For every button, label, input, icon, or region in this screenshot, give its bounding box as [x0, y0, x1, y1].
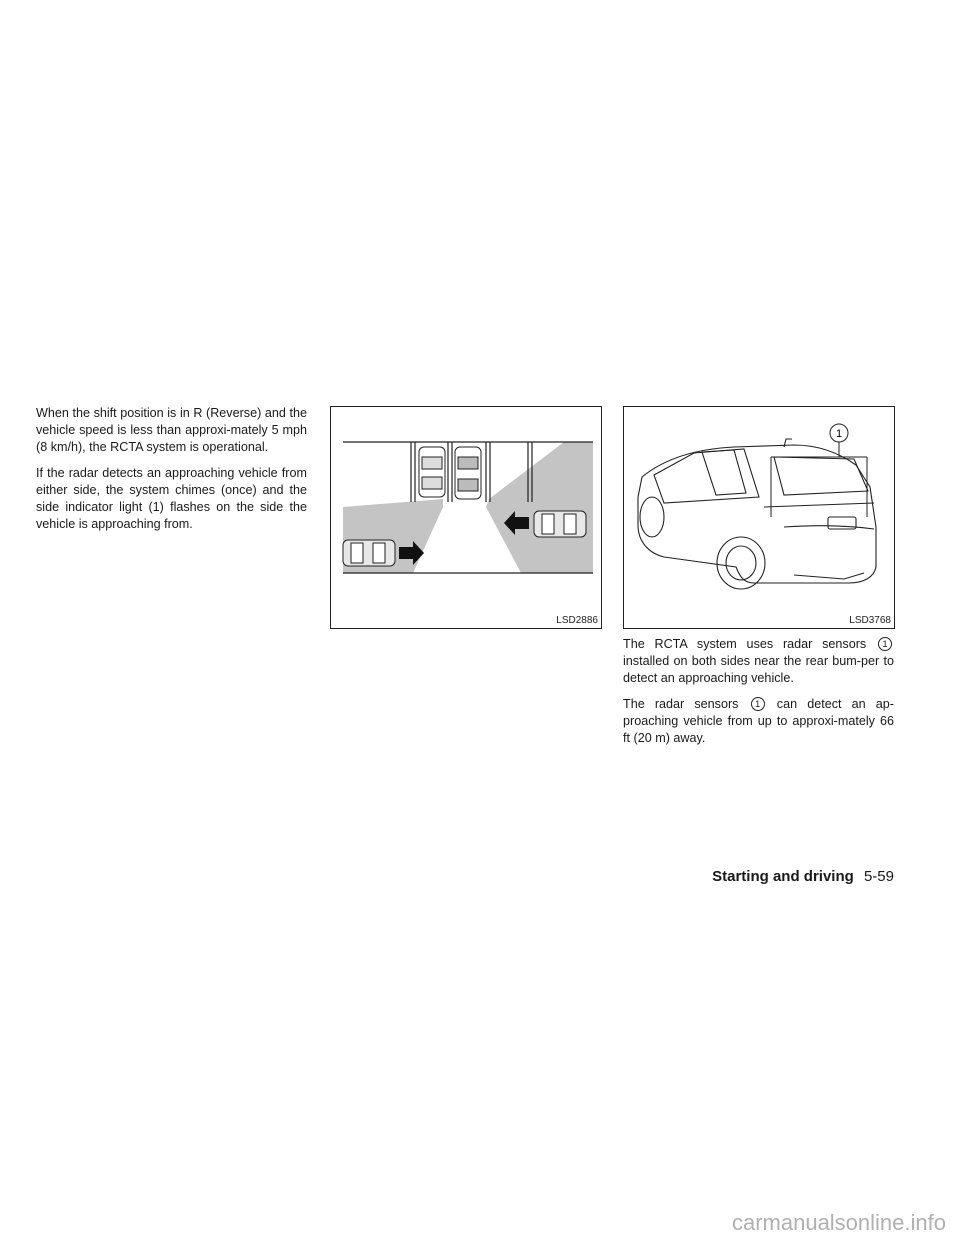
page-footer	[712, 868, 894, 885]
right-detection-zone	[486, 442, 593, 573]
figure-rear-sensor-location	[623, 406, 895, 629]
figure-code: LSD3768	[849, 615, 891, 626]
section-title: Starting and driving	[712, 868, 854, 885]
rcta-zone-illustration	[331, 407, 601, 628]
figure-rcta-detection-zones	[330, 406, 602, 629]
text-segment: can detect an ap-proaching vehicle from up to approxi-mately 66 ft (20 m) away.	[623, 697, 894, 745]
figure-code: LSD2886	[556, 615, 598, 626]
page-number: 5-59	[863, 868, 894, 885]
left-text-column	[36, 405, 307, 542]
paragraph-radar-sensors	[623, 636, 894, 687]
car-outline	[638, 439, 876, 589]
paragraph-operational: When the shift position is in R (Reverse) and the vehicle speed is less than approxi-mately 5 mph (8 km/h), the RCTA system is operational.	[36, 406, 307, 454]
paragraph-detection-range	[623, 696, 894, 747]
watermark: carmanualsonline.info	[731, 1210, 946, 1235]
rear-car-illustration	[624, 407, 894, 628]
text-segment: The RCTA system uses radar sensors	[623, 637, 867, 651]
approaching-car-left	[343, 540, 395, 566]
text-segment: installed on both sides near the rear bum-per to detect an approaching vehicle.	[623, 654, 894, 685]
approaching-car-right	[534, 511, 586, 537]
callout-1-icon: 1	[878, 637, 892, 651]
text-segment: The radar sensors	[623, 697, 739, 711]
paragraph-approaching-vehicle: If the radar detects an approaching vehicle from either side, the system chimes (once) and the side indicator light (1) flashes on the side the vehicle is approaching from.	[36, 466, 307, 531]
callout-1-icon: 1	[751, 697, 765, 711]
reversing-car	[455, 447, 481, 499]
callout-number: 1	[835, 428, 843, 440]
right-text-column	[623, 636, 894, 756]
parked-car	[419, 447, 445, 497]
